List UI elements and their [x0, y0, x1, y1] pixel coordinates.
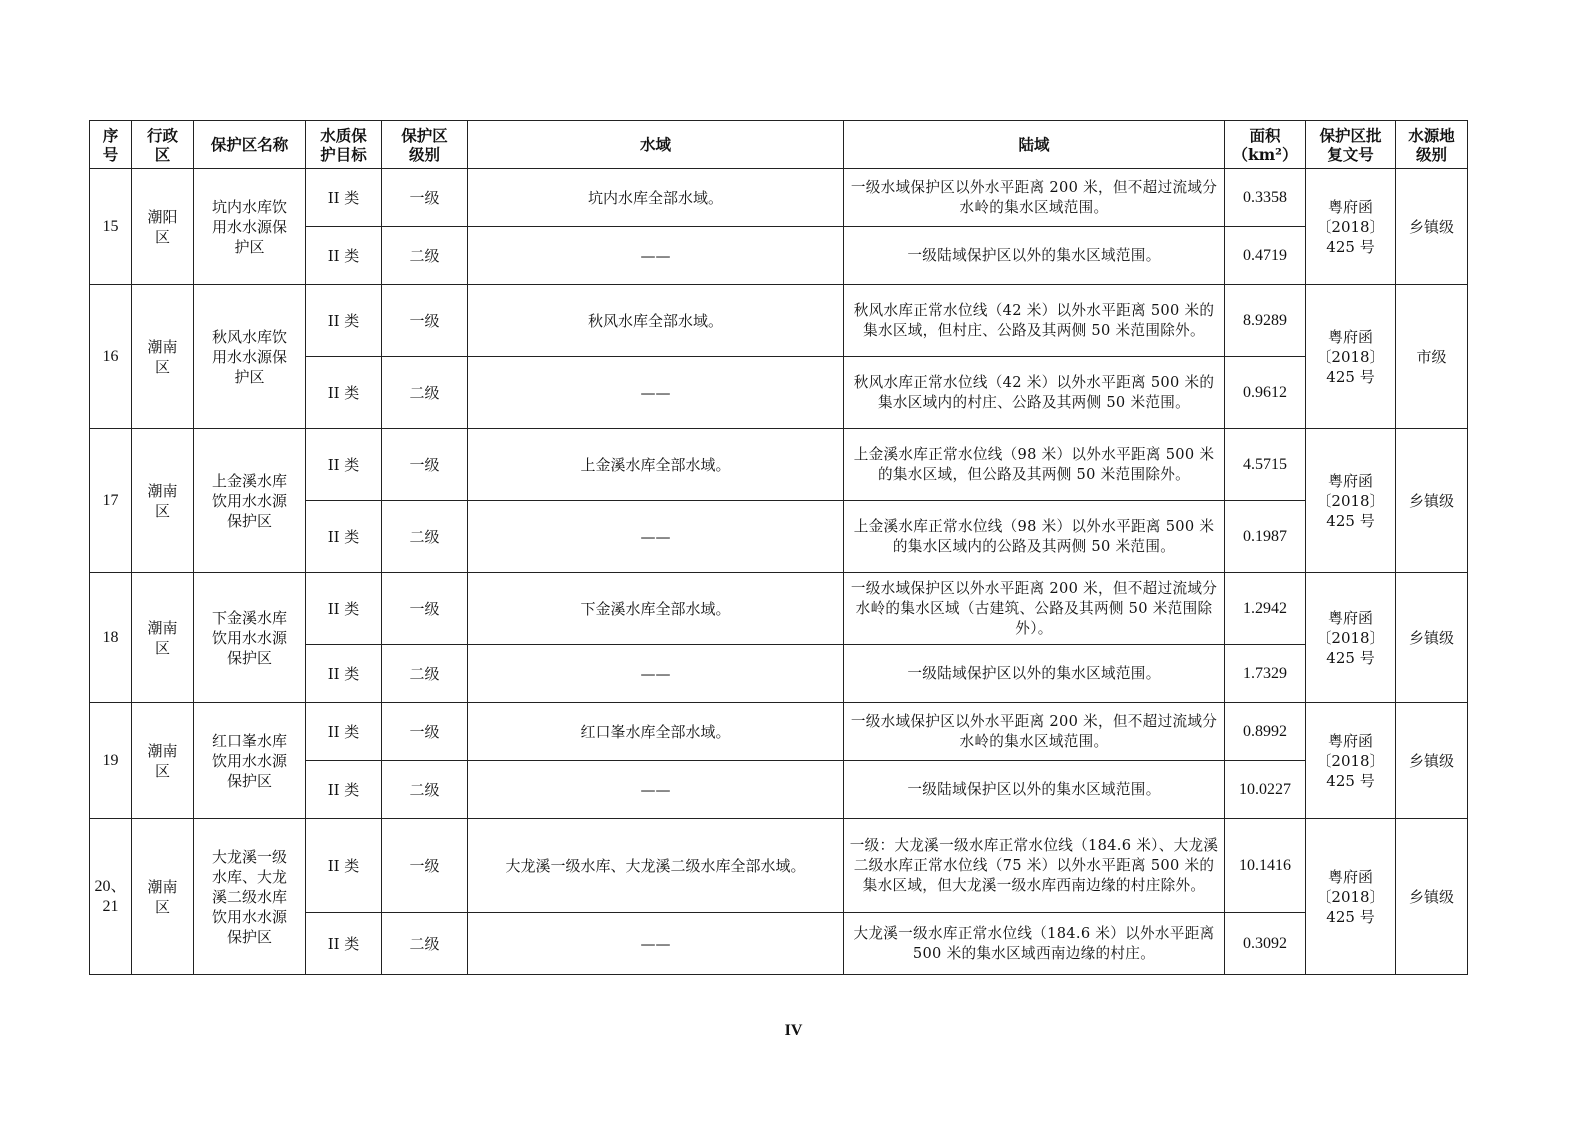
protection-zone-table [89, 120, 1468, 975]
water-cell: 红口峯水库全部水域。 [468, 703, 844, 761]
level-cell: 二级 [382, 645, 468, 703]
land-cell: 上金溪水库正常水位线（98 米）以外水平距离 500 米的集水区域，但公路及其两侧 50 米范围除外。 [844, 429, 1225, 501]
water-cell: 秋风水库全部水域。 [468, 285, 844, 357]
level-cell: 一级 [382, 573, 468, 645]
level-cell: 二级 [382, 357, 468, 429]
level-cell: 二级 [382, 761, 468, 819]
land-cell: 一级：大龙溪一级水库正常水位线（184.6 米）、大龙溪二级水库正常水位线（75 米）以外水平距离 500 米的集水区域，但大龙溪一级水库西南边缘的村庄除外。 [844, 819, 1225, 913]
land-cell: 一级水域保护区以外水平距离 200 米，但不超过流域分水岭的集水区域范围。 [844, 703, 1225, 761]
area-cell: 10.1416 [1225, 819, 1306, 913]
water-cell: 大龙溪一级水库、大龙溪二级水库全部水域。 [468, 819, 844, 913]
header-district: 行政 区 [132, 121, 194, 169]
target-cell: II 类 [306, 169, 382, 227]
level-cell: 二级 [382, 227, 468, 285]
header-area: 面积 （km²） [1225, 121, 1306, 169]
land-cell: 秋风水库正常水位线（42 米）以外水平距离 500 米的集水区域内的村庄、公路及其两侧 50 米范围。 [844, 357, 1225, 429]
land-cell: 一级陆域保护区以外的集水区域范围。 [844, 645, 1225, 703]
table-header-row [90, 121, 1468, 169]
header-approval: 保护区批 复文号 [1306, 121, 1396, 169]
table-row [90, 169, 1468, 227]
source-level-cell: 市级 [1396, 285, 1468, 429]
district-cell: 潮南 区 [132, 285, 194, 429]
district-cell: 潮南 区 [132, 573, 194, 703]
level-cell: 一级 [382, 169, 468, 227]
land-cell: 上金溪水库正常水位线（98 米）以外水平距离 500 米的集水区域内的公路及其两侧 50 米范围。 [844, 501, 1225, 573]
approval-cell: 粤府函 〔2018〕 425 号 [1306, 169, 1396, 285]
target-cell: II 类 [306, 573, 382, 645]
seq-cell: 17 [90, 429, 132, 573]
area-cell: 0.1987 [1225, 501, 1306, 573]
table-row [90, 819, 1468, 913]
area-cell: 0.3092 [1225, 913, 1306, 975]
area-cell: 0.8992 [1225, 703, 1306, 761]
land-cell: 大龙溪一级水库正常水位线（184.6 米）以外水平距离 500 米的集水区域西南边缘的村庄。 [844, 913, 1225, 975]
water-cell: 上金溪水库全部水域。 [468, 429, 844, 501]
target-cell: II 类 [306, 501, 382, 573]
header-water: 水域 [468, 121, 844, 169]
target-cell: II 类 [306, 761, 382, 819]
area-cell: 1.7329 [1225, 645, 1306, 703]
seq-cell: 18 [90, 573, 132, 703]
zone-name-cell: 坑内水库饮 用水水源保 护区 [194, 169, 306, 285]
zone-name-cell: 红口峯水库 饮用水水源 保护区 [194, 703, 306, 819]
area-cell: 8.9289 [1225, 285, 1306, 357]
water-cell: 坑内水库全部水域。 [468, 169, 844, 227]
approval-cell: 粤府函 〔2018〕 425 号 [1306, 573, 1396, 703]
source-level-cell: 乡镇级 [1396, 573, 1468, 703]
header-zone-name: 保护区名称 [194, 121, 306, 169]
source-level-cell: 乡镇级 [1396, 703, 1468, 819]
source-level-cell: 乡镇级 [1396, 429, 1468, 573]
area-cell: 0.4719 [1225, 227, 1306, 285]
approval-cell: 粤府函 〔2018〕 425 号 [1306, 285, 1396, 429]
zone-name-cell: 上金溪水库 饮用水水源 保护区 [194, 429, 306, 573]
seq-cell: 16 [90, 285, 132, 429]
water-cell: —— [468, 357, 844, 429]
table-row [90, 285, 1468, 357]
level-cell: 一级 [382, 285, 468, 357]
table-row [90, 703, 1468, 761]
target-cell: II 类 [306, 703, 382, 761]
water-cell: —— [468, 227, 844, 285]
area-cell: 1.2942 [1225, 573, 1306, 645]
area-cell: 10.0227 [1225, 761, 1306, 819]
header-land: 陆域 [844, 121, 1225, 169]
area-cell: 4.5715 [1225, 429, 1306, 501]
water-cell: —— [468, 761, 844, 819]
seq-cell: 15 [90, 169, 132, 285]
approval-cell: 粤府函 〔2018〕 425 号 [1306, 429, 1396, 573]
target-cell: II 类 [306, 645, 382, 703]
source-level-cell: 乡镇级 [1396, 819, 1468, 975]
target-cell: II 类 [306, 429, 382, 501]
level-cell: 一级 [382, 819, 468, 913]
approval-cell: 粤府函 〔2018〕 425 号 [1306, 819, 1396, 975]
seq-cell: 20、 21 [90, 819, 132, 975]
district-cell: 潮南 区 [132, 703, 194, 819]
zone-name-cell: 秋风水库饮 用水水源保 护区 [194, 285, 306, 429]
level-cell: 二级 [382, 501, 468, 573]
land-cell: 一级陆域保护区以外的集水区域范围。 [844, 761, 1225, 819]
header-seq: 序 号 [90, 121, 132, 169]
water-cell: 下金溪水库全部水域。 [468, 573, 844, 645]
district-cell: 潮南 区 [132, 819, 194, 975]
land-cell: 秋风水库正常水位线（42 米）以外水平距离 500 米的集水区域，但村庄、公路及其两侧 50 米范围除外。 [844, 285, 1225, 357]
level-cell: 一级 [382, 429, 468, 501]
header-target: 水质保 护目标 [306, 121, 382, 169]
level-cell: 二级 [382, 913, 468, 975]
header-level: 保护区 级别 [382, 121, 468, 169]
water-cell: —— [468, 501, 844, 573]
header-source-level: 水源地 级别 [1396, 121, 1468, 169]
water-cell: —— [468, 645, 844, 703]
source-level-cell: 乡镇级 [1396, 169, 1468, 285]
page-number: IV [784, 1022, 803, 1039]
water-cell: —— [468, 913, 844, 975]
target-cell: II 类 [306, 227, 382, 285]
target-cell: II 类 [306, 913, 382, 975]
target-cell: II 类 [306, 357, 382, 429]
area-cell: 0.3358 [1225, 169, 1306, 227]
table-row [90, 429, 1468, 501]
approval-cell: 粤府函 〔2018〕 425 号 [1306, 703, 1396, 819]
land-cell: 一级水域保护区以外水平距离 200 米，但不超过流域分水岭的集水区域范围。 [844, 169, 1225, 227]
zone-name-cell: 下金溪水库 饮用水水源 保护区 [194, 573, 306, 703]
seq-cell: 19 [90, 703, 132, 819]
area-cell: 0.9612 [1225, 357, 1306, 429]
land-cell: 一级陆域保护区以外的集水区域范围。 [844, 227, 1225, 285]
land-cell: 一级水域保护区以外水平距离 200 米，但不超过流域分水岭的集水区域（古建筑、公路及其两侧 50 米范围除外）。 [844, 573, 1225, 645]
target-cell: II 类 [306, 819, 382, 913]
district-cell: 潮阳 区 [132, 169, 194, 285]
level-cell: 一级 [382, 703, 468, 761]
zone-name-cell: 大龙溪一级 水库、大龙 溪二级水库 饮用水水源 保护区 [194, 819, 306, 975]
table-row [90, 573, 1468, 645]
target-cell: II 类 [306, 285, 382, 357]
district-cell: 潮南 区 [132, 429, 194, 573]
